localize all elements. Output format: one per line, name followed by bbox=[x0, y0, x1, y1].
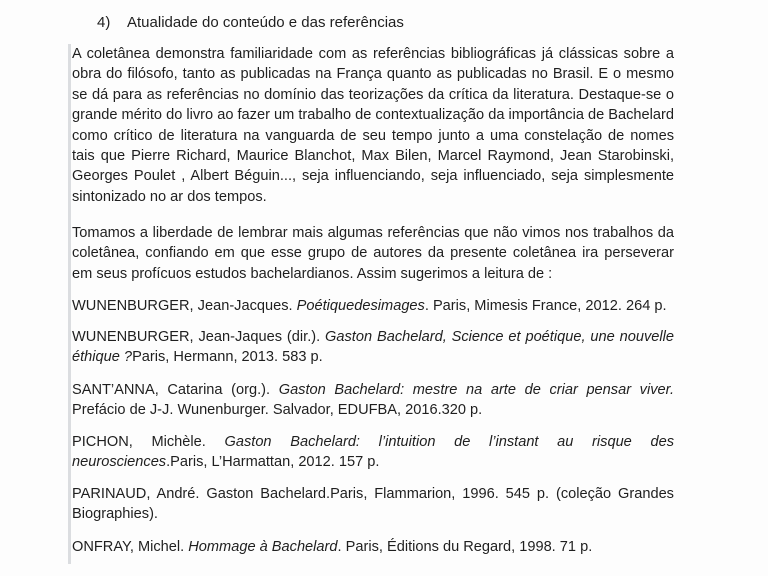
reference-author: PARINAUD, André. bbox=[72, 486, 200, 502]
reference-title: Gaston Bachelard: mestre na arte de criar pensar viver. bbox=[278, 382, 675, 398]
section-heading bbox=[97, 13, 404, 33]
section-number: 4) bbox=[97, 14, 111, 31]
reference-publication: Paris, Hermann, 2013. 583 p. bbox=[132, 349, 323, 366]
reference-title: Gaston Bachelard: l’intuition de l’instant au risque des neurosciences bbox=[72, 434, 674, 471]
reference-author: PICHON, Michèle. bbox=[72, 434, 206, 450]
reference-author: SANT’ANNA, Catarina (org.). bbox=[72, 382, 271, 398]
reference-author: WUNENBURGER, Jean-Jacques. bbox=[72, 298, 293, 314]
paragraph-context: A coletânea demonstra familiaridade com as referências bibliográficas já clássicas sobre a obra do filósofo, tanto as publicadas na França quanto as publicadas no Brasil. E o mesmo se dá para as referências no domínio das teorizações da crítica da literatura. Destaque-se o grande mérito do livro ao fazer um trabalho de contextualização da importância de Bachelard como crítico de literatura na vanguarda de seu tempo junto a uma constelação de nomes tais que Pierre Richard, Maurice Blanchot, Max Bilen, Marcel Raymond, Jean Starobinski, Georges Poulet , Albert Béguin..., seja influenciando, seja influenciado, seja simplesmente sintonizado no ar dos tempos. bbox=[72, 46, 674, 205]
reference-entry bbox=[72, 380, 674, 421]
reference-title: Poétiquedesimages bbox=[296, 298, 425, 314]
reference-entry bbox=[72, 327, 674, 368]
reference-publication: . Paris, Éditions du Regard, 1998. 71 p. bbox=[337, 539, 593, 555]
reference-author: WUNENBURGER, Jean-Jaques (dir.). bbox=[72, 329, 321, 345]
reference-entry bbox=[72, 432, 674, 473]
scan-margin-shadow bbox=[68, 44, 71, 564]
paragraph-suggestions: Tomamos a liberdade de lembrar mais algumas referências que não vimos nos trabalhos da coletânea, confiando em que esse grupo de autores da presente coletânea ira perseverar em seus profícuos estudos bachelardianos. Assim sugerimos a leitura de : bbox=[72, 225, 674, 282]
reference-publication: Gaston Bachelard.Paris, Flammarion, 1996. 545 p. (coleção Grandes Biographies). bbox=[72, 486, 674, 523]
section-title: Atualidade do conteúdo e das referências bbox=[127, 14, 404, 31]
reference-title: Hommage à Bachelard bbox=[188, 539, 338, 555]
reference-publication: Prefácio de J-J. Wunenburger. Salvador, EDUFBA, 2016.320 p. bbox=[72, 402, 483, 419]
reference-title: Gaston Bachelard, Science et poétique, une nouvelle éthique ? bbox=[72, 329, 674, 366]
reference-entry bbox=[72, 484, 674, 525]
reference-entry bbox=[72, 296, 674, 316]
reference-publication: . Paris, Mimesis France, 2012. 264 p. bbox=[424, 298, 667, 314]
reference-publication: .Paris, L’Harmattan, 2012. 157 p. bbox=[166, 454, 380, 471]
reference-author: ONFRAY, Michel. bbox=[72, 539, 185, 555]
reference-entry bbox=[72, 537, 674, 557]
